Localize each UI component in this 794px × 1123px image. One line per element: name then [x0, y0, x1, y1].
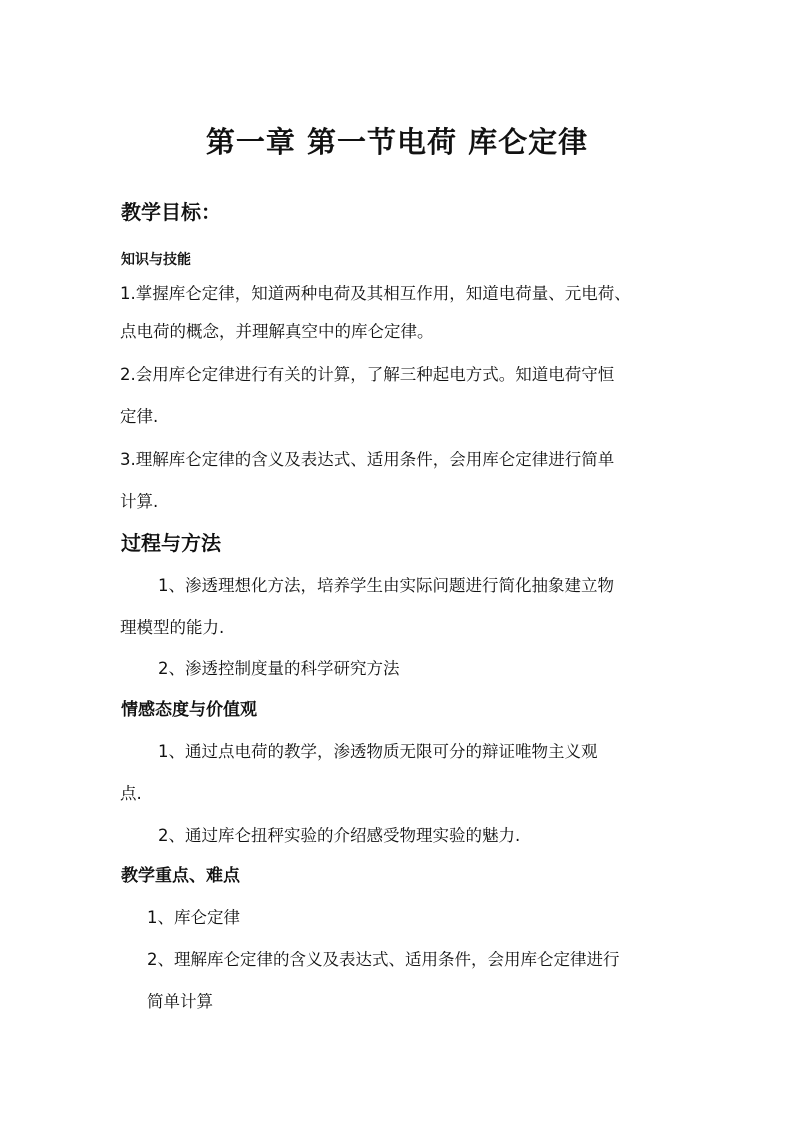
emotion-line: 2、通过库仑扭秤实验的介绍感受物理实验的魅力.	[158, 826, 521, 845]
key-points-heading: 教学重点、难点	[121, 866, 240, 886]
process-line: 1、渗透理想化方法，培养学生由实际问题进行简化抽象建立物	[158, 576, 614, 595]
key-points-line: 简单计算	[147, 992, 213, 1011]
knowledge-line: 2.会用库仑定律进行有关的计算，了解三种起电方式。知道电荷守恒	[120, 365, 615, 384]
knowledge-heading: 知识与技能	[121, 252, 191, 268]
key-points-line: 2、理解库仑定律的含义及表达式、适用条件，会用库仑定律进行	[147, 950, 620, 969]
objectives-heading: 教学目标：	[121, 200, 221, 224]
emotion-heading: 情感态度与价值观	[121, 700, 257, 720]
process-line: 理模型的能力.	[120, 618, 225, 637]
knowledge-line: 计算.	[120, 492, 159, 511]
knowledge-line: 1.掌握库仑定律，知道两种电荷及其相互作用，知道电荷量、元电荷、	[120, 284, 631, 303]
key-points-line: 1、库仑定律	[147, 908, 240, 927]
emotion-line: 点.	[120, 784, 142, 803]
emotion-line: 1、通过点电荷的教学，渗透物质无限可分的辩证唯物主义观	[158, 742, 598, 761]
knowledge-line: 3.理解库仑定律的含义及表达式、适用条件，会用库仑定律进行简单	[120, 450, 615, 469]
process-line: 2、渗透控制度量的科学研究方法	[158, 659, 400, 678]
knowledge-line: 点电荷的概念，并理解真空中的库仑定律。	[120, 322, 434, 341]
knowledge-line: 定律.	[120, 407, 159, 426]
document-title: 第一章 第一节电荷 库仑定律	[205, 125, 589, 159]
process-heading: 过程与方法	[121, 531, 221, 555]
